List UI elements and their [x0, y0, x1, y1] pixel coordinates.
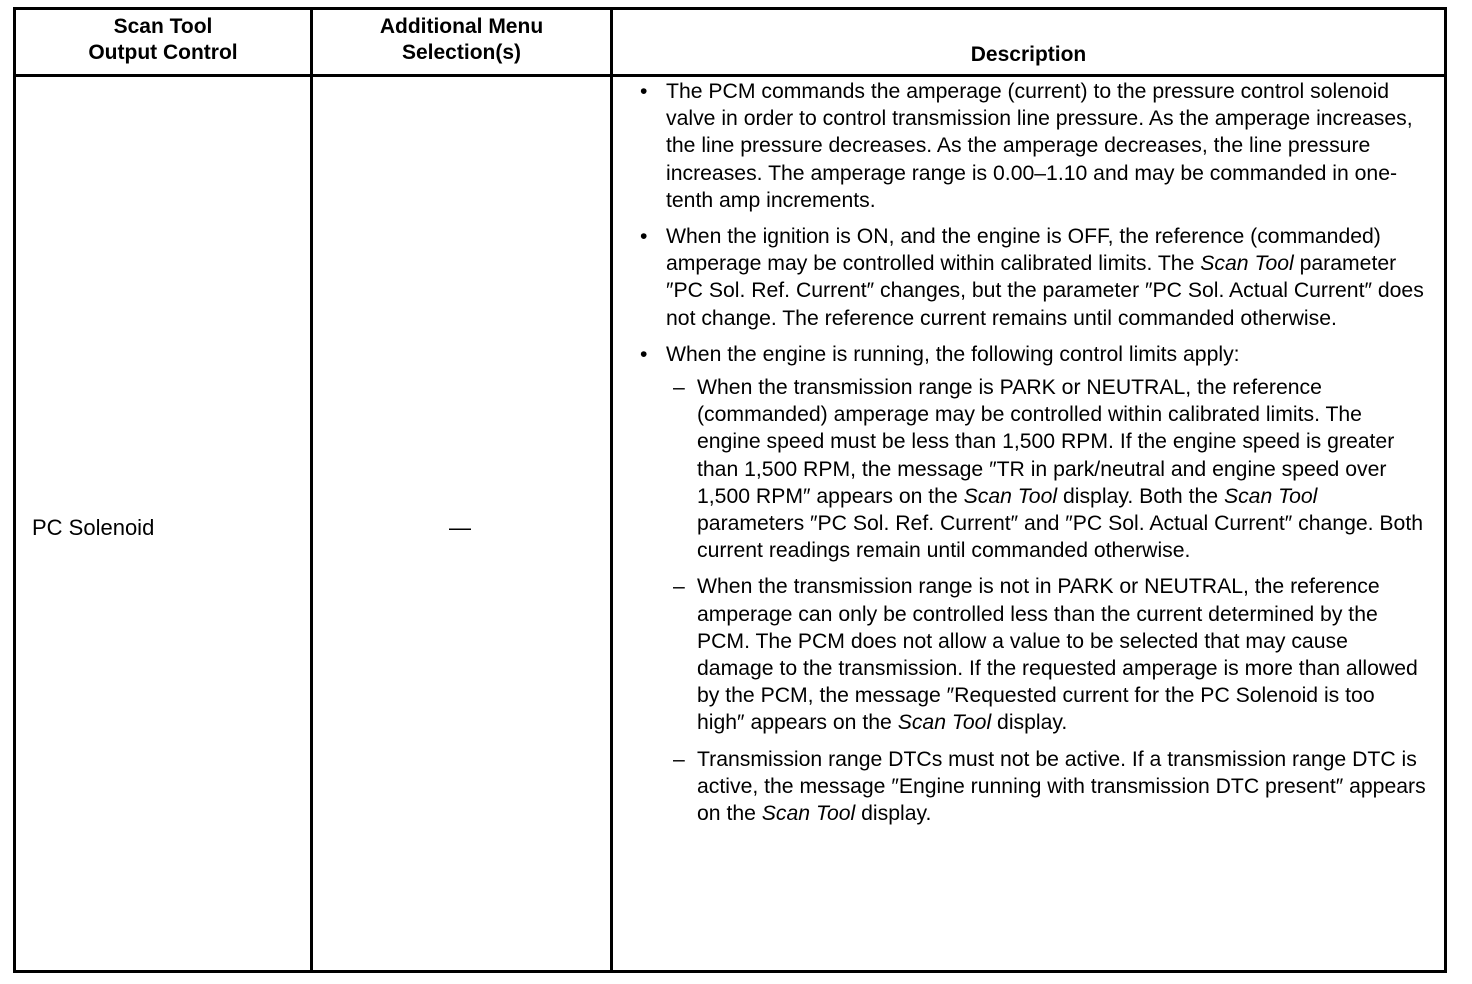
header-additional-menu-selections [313, 14, 610, 66]
sub-item-text: When the transmission range is PARK or NEUTRAL, the reference (commanded) amperage may be controlled within calibrated limits. The engine speed must be less than 1,500 RPM. If the engine speed is greater than 1,500 RPM, the message ″TR in park/neutral and engine speed over 1,500 RPM″ appears on the [697, 376, 1395, 508]
bullet-text: parameter ″PC Sol. Ref. Current″ changes, but the parameter ″PC Sol. Actual Current″ does not change. The reference current remains until commanded otherwise. [666, 252, 1424, 330]
description-cell [636, 78, 1426, 829]
header-text: Scan Tool [113, 15, 213, 38]
column-divider [310, 10, 313, 970]
scan-tool-term: Scan Tool [1200, 252, 1294, 276]
description-bullet [636, 223, 1426, 332]
dash-marker: – [673, 376, 685, 400]
header-scan-tool-output-control [16, 14, 310, 66]
description-bullet [636, 341, 1426, 368]
header-text: Selection(s) [401, 41, 522, 64]
dash-marker: – [673, 747, 685, 771]
scan-tool-term: Scan Tool [897, 711, 992, 735]
output-control-name: PC Solenoid [32, 515, 155, 540]
description-sub-item [636, 746, 1426, 828]
description-bullet [636, 78, 1426, 214]
bullet-text: When the ignition is ON, and the engine is OFF, the reference (commanded) amperage may be controlled within calibrated limits. The [666, 225, 1381, 276]
sub-item-text: When the transmission range is not in PARK or NEUTRAL, the reference amperage can only be controlled less than the current determined by the PCM. The PCM does not allow a value to be selected that may cause damage to the transmission. If the requested amperage is more than allowed by the PCM, the message ″Requested current for the PC Solenoid is too high″ appears on the [697, 575, 1418, 735]
header-description [613, 42, 1444, 68]
menu-selection-value: — [449, 515, 471, 540]
header-text: Additional Menu [379, 15, 544, 38]
sub-item-text: Transmission range DTCs must not be active. If a transmission range DTC is active, the message ″Engine running with transmission DTC present″ appears on the [697, 747, 1426, 826]
scan-tool-term: Scan Tool [963, 484, 1058, 508]
sub-item-text: display. Both the [1057, 484, 1224, 508]
sub-item-text: display. [855, 802, 932, 826]
header-text: Description [970, 43, 1087, 66]
scan-tool-term: Scan Tool [1223, 484, 1318, 508]
header-text: Output Control [88, 41, 238, 64]
description-sub-item [636, 374, 1426, 564]
column-divider [610, 10, 613, 970]
dash-marker: – [673, 575, 685, 599]
sub-item-text: parameters ″PC Sol. Ref. Current″ and ″PC Sol. Actual Current″ change. Both current readings remain until commanded otherwise. [697, 512, 1424, 563]
sub-item-text: display. [991, 711, 1068, 735]
description-sub-item [636, 573, 1426, 736]
bullet-text: The PCM commands the amperage (current) to the pressure control solenoid valve in order to control transmission line pressure. As the amperage increases, the line pressure decreases. As the amperage decreases, the line pressure increases. The amperage range is 0.00–1.10 and may be commanded in one-tenth amp increments. [666, 80, 1413, 212]
bullet-text: When the engine is running, the following control limits apply: [666, 342, 1240, 366]
header-divider [16, 74, 1444, 77]
scan-tool-term: Scan Tool [761, 802, 856, 826]
